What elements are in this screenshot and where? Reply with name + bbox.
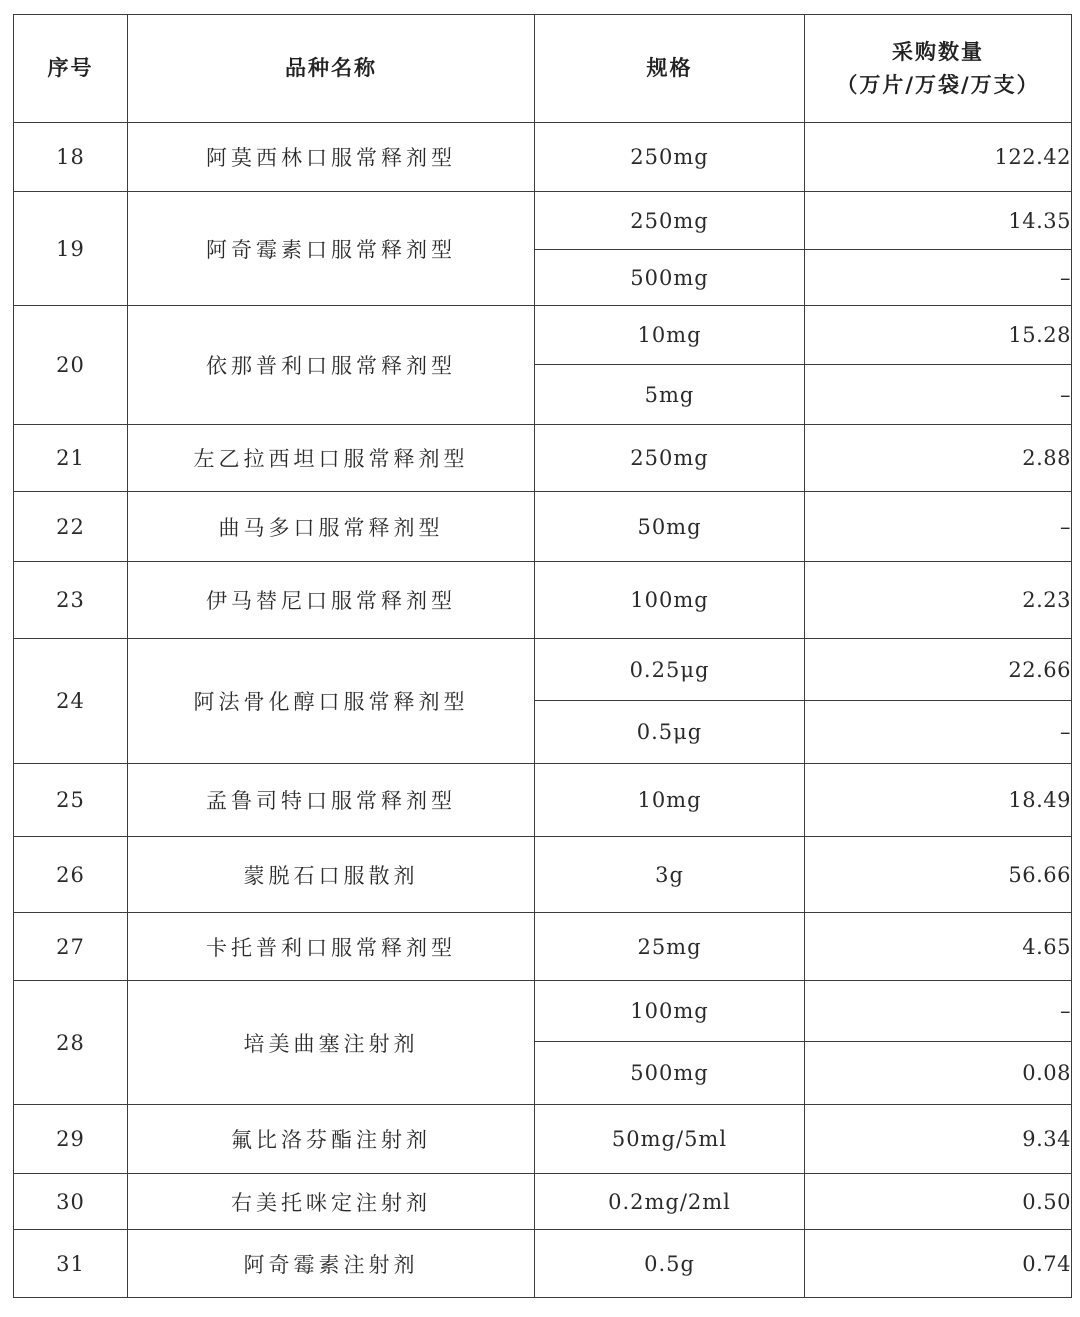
row-seq: 30	[14, 1174, 128, 1230]
row-drug-name: 伊马替尼口服常释剂型	[128, 562, 535, 639]
table-row	[14, 981, 1072, 1042]
table-row	[14, 306, 1072, 365]
row-seq: 20	[14, 306, 128, 425]
row-drug-name: 阿莫西林口服常释剂型	[128, 123, 535, 192]
row-seq: 29	[14, 1105, 128, 1174]
table-row	[14, 764, 1072, 837]
row-spec: 0.5μg	[535, 701, 805, 764]
row-quantity: –	[805, 492, 1072, 562]
row-spec: 500mg	[535, 1042, 805, 1105]
table-row	[14, 1174, 1072, 1230]
row-drug-name: 蒙脱石口服散剂	[128, 837, 535, 913]
row-quantity: –	[805, 365, 1072, 425]
row-quantity: 2.23	[805, 562, 1072, 639]
row-spec: 50mg	[535, 492, 805, 562]
header-qty-unit: （万片/万袋/万支）	[836, 72, 1040, 97]
row-quantity: 22.66	[805, 639, 1072, 701]
row-quantity: 0.74	[805, 1230, 1072, 1298]
row-spec: 250mg	[535, 425, 805, 492]
header-seq: 序号	[14, 15, 128, 123]
row-drug-name: 卡托普利口服常释剂型	[128, 913, 535, 981]
table-row	[14, 1230, 1072, 1298]
row-spec: 5mg	[535, 365, 805, 425]
row-spec: 50mg/5ml	[535, 1105, 805, 1174]
row-drug-name: 培美曲塞注射剂	[128, 981, 535, 1105]
row-seq: 19	[14, 192, 128, 306]
row-seq: 25	[14, 764, 128, 837]
table-row	[14, 192, 1072, 250]
row-spec: 3g	[535, 837, 805, 913]
row-spec: 0.25μg	[535, 639, 805, 701]
row-drug-name: 阿法骨化醇口服常释剂型	[128, 639, 535, 764]
row-spec: 25mg	[535, 913, 805, 981]
row-quantity: –	[805, 250, 1072, 306]
row-seq: 24	[14, 639, 128, 764]
row-spec: 250mg	[535, 123, 805, 192]
row-drug-name: 曲马多口服常释剂型	[128, 492, 535, 562]
row-quantity: 56.66	[805, 837, 1072, 913]
row-quantity: 9.34	[805, 1105, 1072, 1174]
row-quantity: 2.88	[805, 425, 1072, 492]
procurement-table	[13, 14, 1072, 1298]
header-name: 品种名称	[128, 15, 535, 123]
row-drug-name: 孟鲁司特口服常释剂型	[128, 764, 535, 837]
row-drug-name: 氟比洛芬酯注射剂	[128, 1105, 535, 1174]
row-quantity: 14.35	[805, 192, 1072, 250]
row-spec: 500mg	[535, 250, 805, 306]
row-seq: 28	[14, 981, 128, 1105]
row-seq: 31	[14, 1230, 128, 1298]
row-spec: 0.5g	[535, 1230, 805, 1298]
row-spec: 100mg	[535, 981, 805, 1042]
row-quantity: –	[805, 701, 1072, 764]
row-quantity: –	[805, 981, 1072, 1042]
row-seq: 21	[14, 425, 128, 492]
row-drug-name: 右美托咪定注射剂	[128, 1174, 535, 1230]
row-spec: 0.2mg/2ml	[535, 1174, 805, 1230]
header-spec: 规格	[535, 15, 805, 123]
table-row	[14, 123, 1072, 192]
row-quantity: 15.28	[805, 306, 1072, 365]
table-body	[14, 123, 1072, 1298]
table-row	[14, 913, 1072, 981]
row-drug-name: 阿奇霉素注射剂	[128, 1230, 535, 1298]
row-seq: 27	[14, 913, 128, 981]
row-spec: 250mg	[535, 192, 805, 250]
row-quantity: 18.49	[805, 764, 1072, 837]
row-quantity: 0.50	[805, 1174, 1072, 1230]
header-row	[14, 15, 1072, 123]
header-qty	[805, 15, 1072, 123]
table-row	[14, 492, 1072, 562]
row-quantity: 122.42	[805, 123, 1072, 192]
row-drug-name: 阿奇霉素口服常释剂型	[128, 192, 535, 306]
header-qty-title: 采购数量	[892, 39, 984, 64]
row-seq: 23	[14, 562, 128, 639]
row-seq: 26	[14, 837, 128, 913]
row-quantity: 4.65	[805, 913, 1072, 981]
row-spec: 10mg	[535, 306, 805, 365]
row-seq: 22	[14, 492, 128, 562]
row-seq: 18	[14, 123, 128, 192]
table-row	[14, 425, 1072, 492]
table-row	[14, 1105, 1072, 1174]
row-spec: 10mg	[535, 764, 805, 837]
row-quantity: 0.08	[805, 1042, 1072, 1105]
table-row	[14, 639, 1072, 701]
row-spec: 100mg	[535, 562, 805, 639]
table-row	[14, 837, 1072, 913]
table-row	[14, 562, 1072, 639]
row-drug-name: 依那普利口服常释剂型	[128, 306, 535, 425]
row-drug-name: 左乙拉西坦口服常释剂型	[128, 425, 535, 492]
